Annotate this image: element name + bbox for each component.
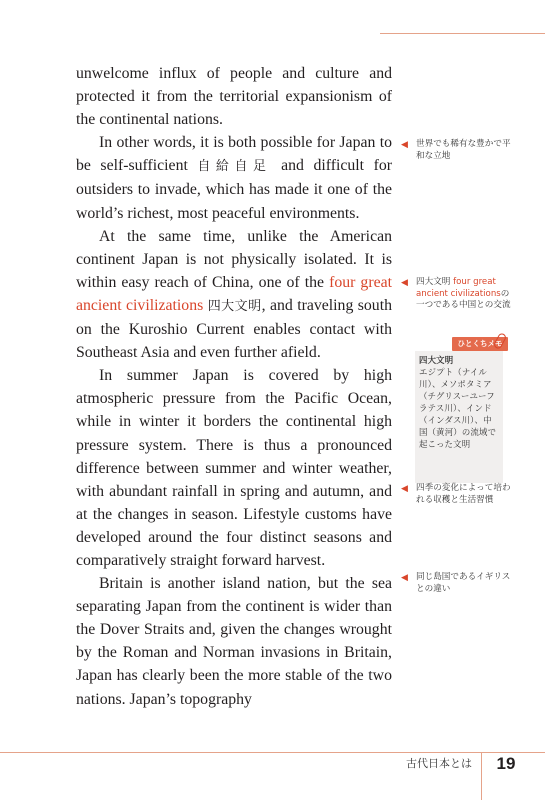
left-arrow-icon: ◀ bbox=[401, 573, 408, 583]
paragraph-3-part-b: , and traveling south on the Kuroshio Current enables contact with Southeast Asia and even further afield. bbox=[76, 296, 392, 362]
highlighted-term: four great ancient civilizations bbox=[76, 273, 393, 314]
paragraph-3 bbox=[76, 225, 392, 365]
margin-note-2-rest: の一つである中国との交流 bbox=[416, 288, 511, 311]
margin-note-2 bbox=[401, 277, 511, 312]
paragraph-5: Britain is another island nation, but the sea separating Japan from the continent is wider than the Dover Straits and, given the changes wrought by the Roman and Norman invasions in Britain, Japan has clearly been the more stable of the two nations. Japan’s topography bbox=[76, 575, 392, 708]
margin-note-1-text: 世界でも稀有な豊かで平和な立地 bbox=[416, 139, 511, 161]
paragraph-2-part-a: In other words, it is both possible for Japan to be self-sufficient bbox=[76, 134, 392, 175]
paragraph-2-japanese-term: 自給自足 bbox=[197, 159, 272, 175]
margin-note-4 bbox=[401, 572, 511, 595]
margin-note-3-text: 四季の変化によって培われる収穫と生活習慣 bbox=[416, 483, 511, 505]
paragraph-1: unwelcome influx of people and culture and protected it from the territorial expansionism of the continental nations. bbox=[76, 65, 392, 129]
top-rule bbox=[380, 33, 545, 34]
footer-divider bbox=[481, 752, 482, 800]
left-arrow-icon: ◀ bbox=[401, 484, 408, 494]
margin-note-4-text: 同じ島国であるイギリスとの違い bbox=[416, 572, 511, 594]
paragraph-2-part-b: and difficult for outsiders to invade, which has made it one of the world’s richest, most peaceful environments. bbox=[76, 157, 392, 222]
main-text bbox=[76, 62, 392, 711]
paragraph-2 bbox=[76, 131, 392, 224]
memo-tab: ひとくちメモ bbox=[452, 337, 508, 351]
left-arrow-icon: ◀ bbox=[401, 140, 408, 150]
memo-body: エジプト（ナイル川）、メソポタミア（チグリスーユーフラテス川）、インド（インダス川）、中国（黄河）の流域で起こった文明 bbox=[419, 367, 497, 449]
margin-note-2-english: four great ancient civilizations bbox=[416, 277, 501, 299]
margin-note-1 bbox=[401, 139, 511, 162]
paragraph-3-japanese-term: 四大文明 bbox=[207, 298, 262, 314]
margin-note-3 bbox=[401, 483, 511, 506]
bottom-rule bbox=[0, 752, 545, 753]
memo-box bbox=[400, 337, 504, 487]
paragraph-3-part-a: At the same time, unlike the American continent Japan is not physically isolated. It is within easy reach of China, one of the bbox=[76, 227, 392, 291]
memo-title: 四大文明 bbox=[419, 355, 454, 365]
section-title: 古代日本とは bbox=[406, 757, 472, 770]
margin-note-2-term: 四大文明 bbox=[416, 277, 451, 287]
memo-content bbox=[415, 351, 503, 483]
left-arrow-icon: ◀ bbox=[401, 278, 408, 288]
page-number: 19 bbox=[496, 754, 516, 773]
paragraph-4: In summer Japan is covered by high atmospheric pressure from the Pacific Ocean, while in winter it borders the continental high pressure system. There is thus a pronounced difference between summer and winter weather, with abundant rainfall in spring and autumn, and at the changes in season. Lifestyle customs have developed around the four distinct seasons and comparatively straight forward harvest. bbox=[76, 367, 392, 569]
